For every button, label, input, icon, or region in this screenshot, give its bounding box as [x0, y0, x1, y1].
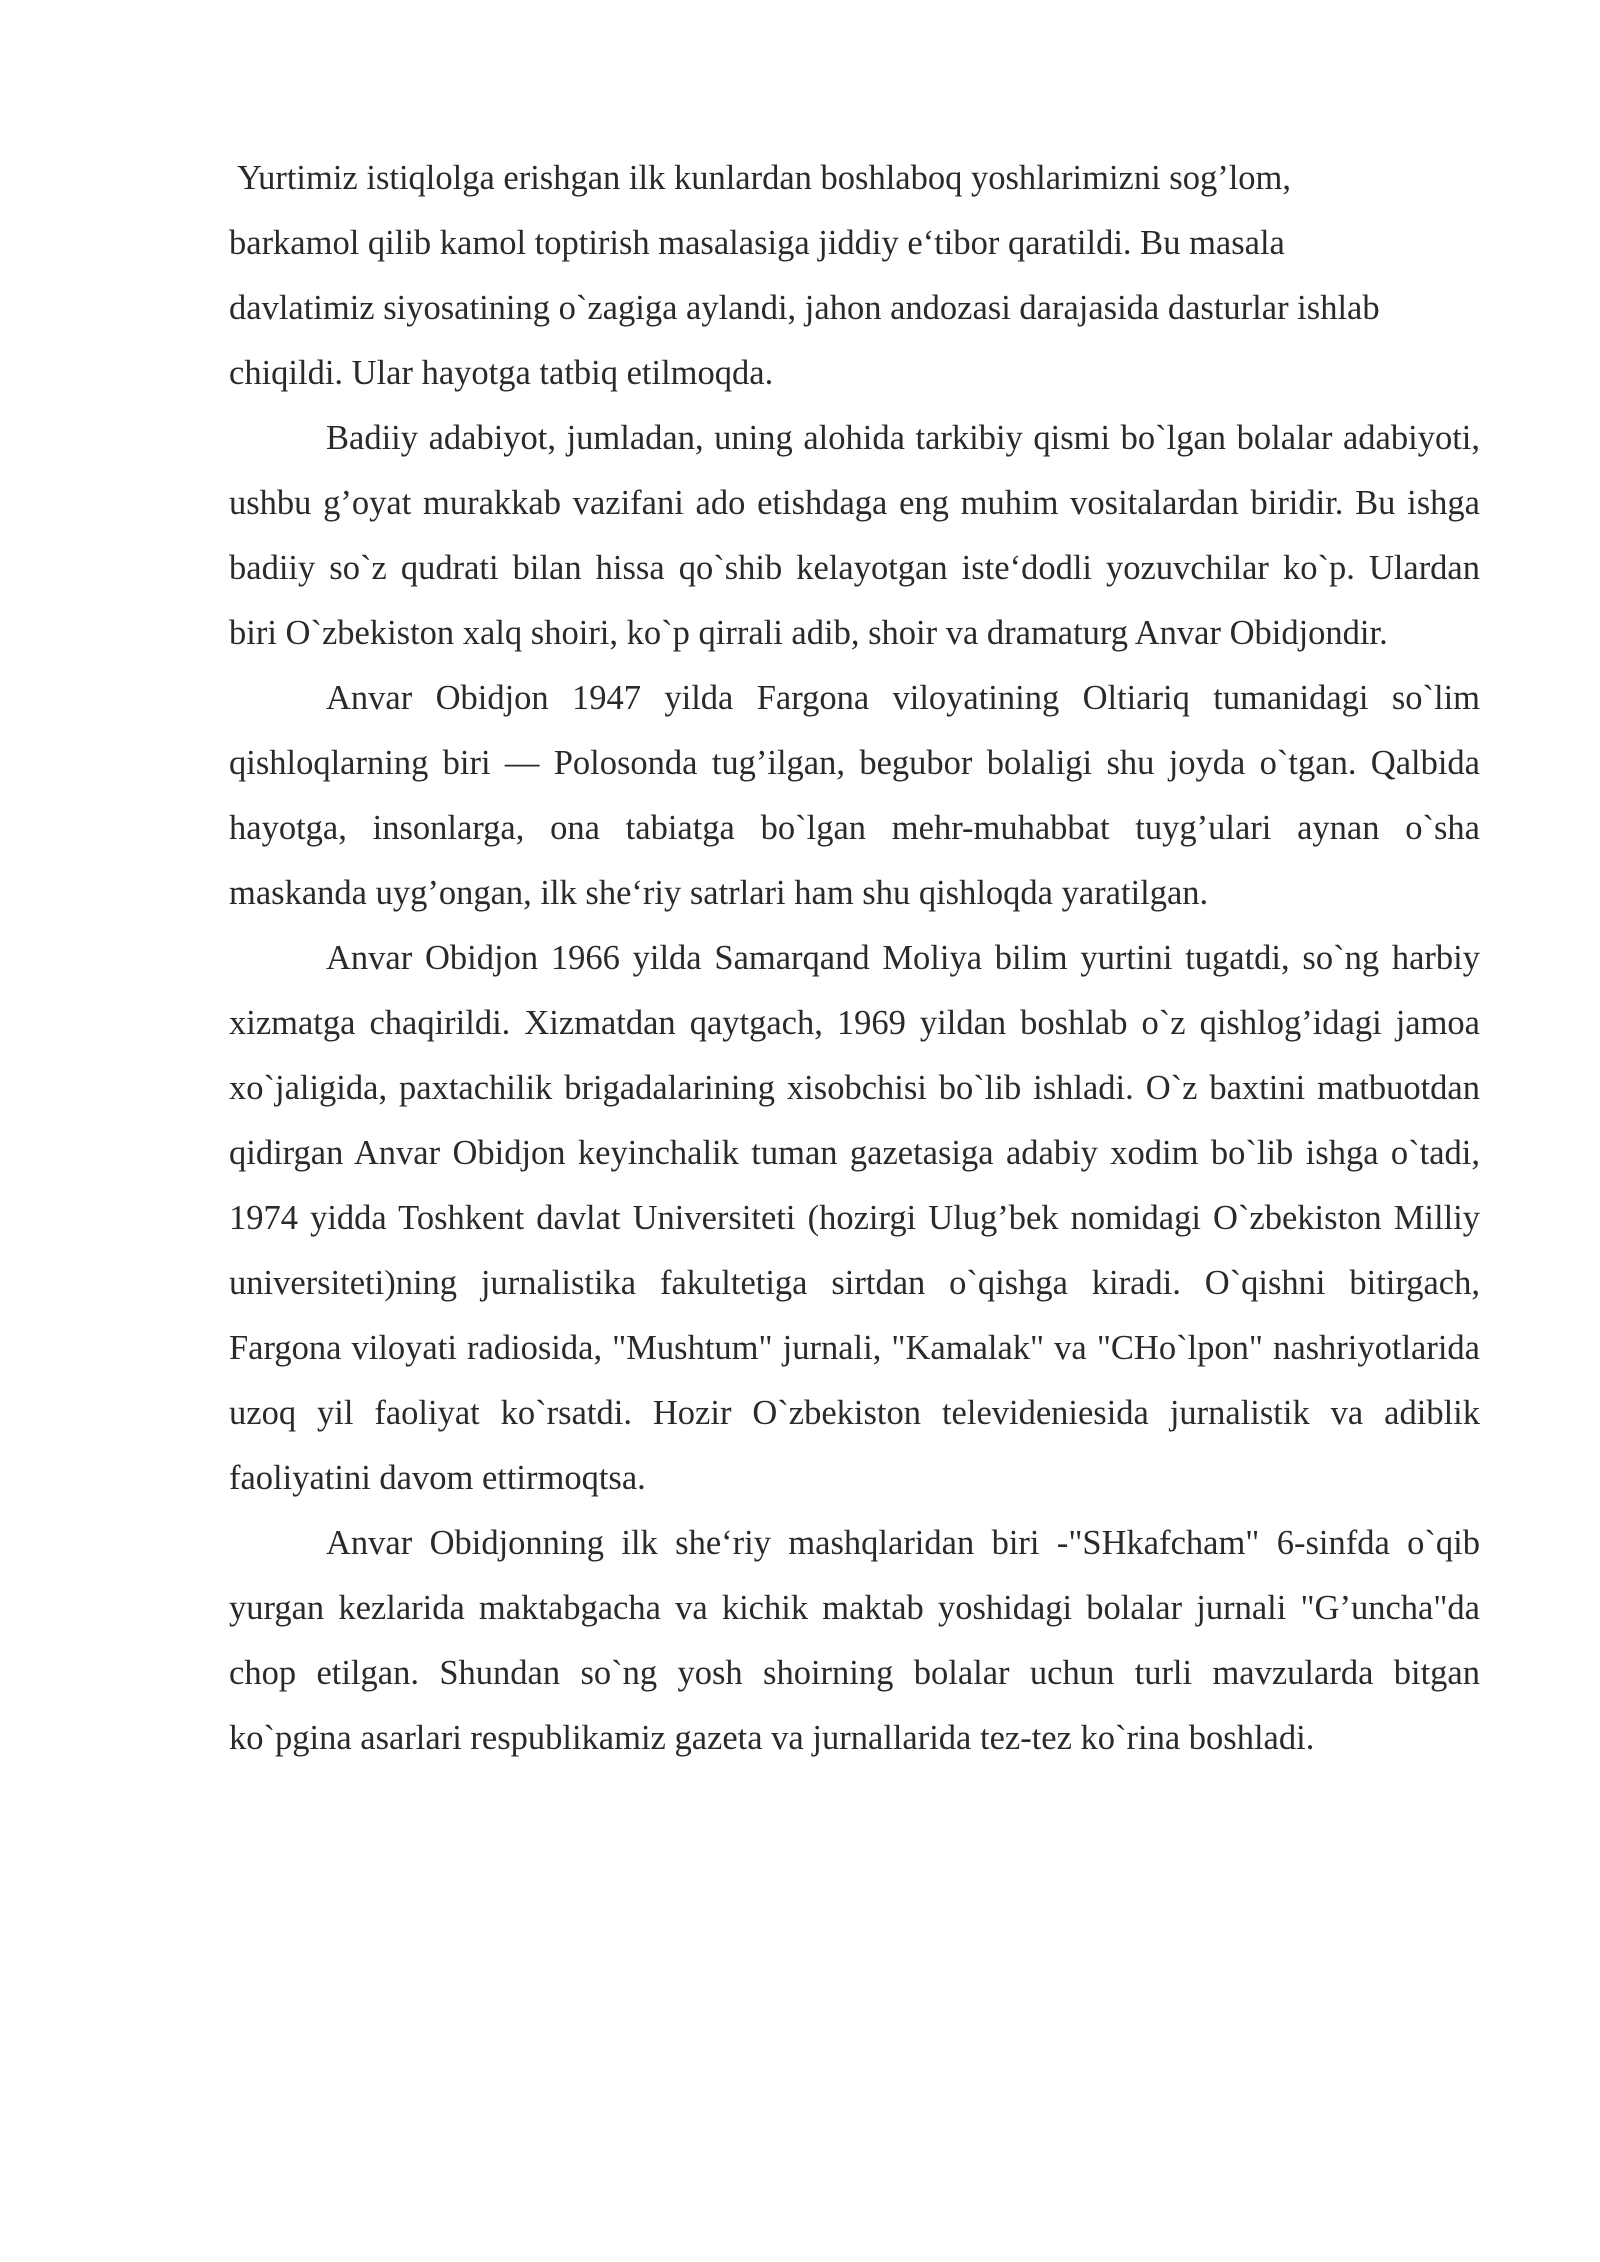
paragraph-intro: Yurtimiz istiqlolga erishgan ilk kunlardan boshlaboq yoshlarimizni sog’lom, barkamol qilib kamol toptirish masalasiga jiddiy e‘tibor qaratildi. Bu masala davlatimiz siyosatining o`zagiga aylandi, jahon andozasi darajasida dasturlar ishlab chiqildi. Ular hayotga tatbiq etilmoqda. — [229, 159, 1380, 392]
paragraph-biography-birth: Anvar Obidjon 1947 yilda Fargona viloyatining Oltiariq tumanidagi so`lim qishloqlarning biri — Polosonda tug’ilgan, begubor bolaligi shu joyda o`tgan. Qalbida hayotga, insonlarga, ona tabiatga bo`lgan mehr-muhabbat tuyg’ulari aynan o`sha maskanda uyg’ongan, ilk she‘riy satrlari ham shu qishloqda yaratilgan. — [229, 679, 1480, 912]
paragraph-bolalar-adabiyoti: Badiiy adabiyot, jumladan, uning alohida tarkibiy qismi bo`lgan bolalar adabiyoti, ushbu g’oyat murakkab vazifani ado etishdaga eng muhim vositalardan biridir. Bu ishga badiiy so`z qudrati bilan hissa qo`shib kelayotgan iste‘dodli yozuvchilar ko`p. Ulardan biri O`zbekiston xalq shoiri, ko`p qirrali adib, shoir va dramaturg Anvar Obidjondir. — [229, 419, 1480, 652]
document-body — [229, 146, 1480, 1771]
paragraph-first-poems: Anvar Obidjonning ilk she‘riy mashqlaridan biri -"SHkafcham" 6-sinfda o`qib yurgan kezlarida maktabgacha va kichik maktab yoshidagi bolalar jurnali "G’uncha"da chop etilgan. Shundan so`ng yosh shoirning bolalar uchun turli mavzularda bitgan ko`pgina asarlari respublikamiz gazeta va jurnallarida tez-tez ko`rina boshladi. — [229, 1524, 1480, 1757]
paragraph-biography-career: Anvar Obidjon 1966 yilda Samarqand Moliya bilim yurtini tugatdi, so`ng harbiy xizmatga chaqirildi. Xizmatdan qaytgach, 1969 yildan boshlab o`z qishlog’idagi jamoa xo`jaligida, paxtachilik brigadalarining xisobchisi bo`lib ishladi. O`z baxtini matbuotdan qidirgan Anvar Obidjon keyinchalik tuman gazetasiga adabiy xodim bo`lib ishga o`tadi, 1974 yidda Toshkent davlat Universiteti (hozirgi Ulug’bek nomidagi O`zbekiston Milliy universiteti)ning jurnalistika fakultetiga sirtdan o`qishga kiradi. O`qishni bitirgach, Fargona viloyati radiosida, "Mushtum" jurnali, "Kamalak" va "CHo`lpon" nashriyotlarida uzoq yil faoliyat ko`rsatdi. Hozir O`zbekiston televideniesida jurnalistik va adiblik faoliyatini davom ettirmoqtsa. — [229, 939, 1480, 1497]
